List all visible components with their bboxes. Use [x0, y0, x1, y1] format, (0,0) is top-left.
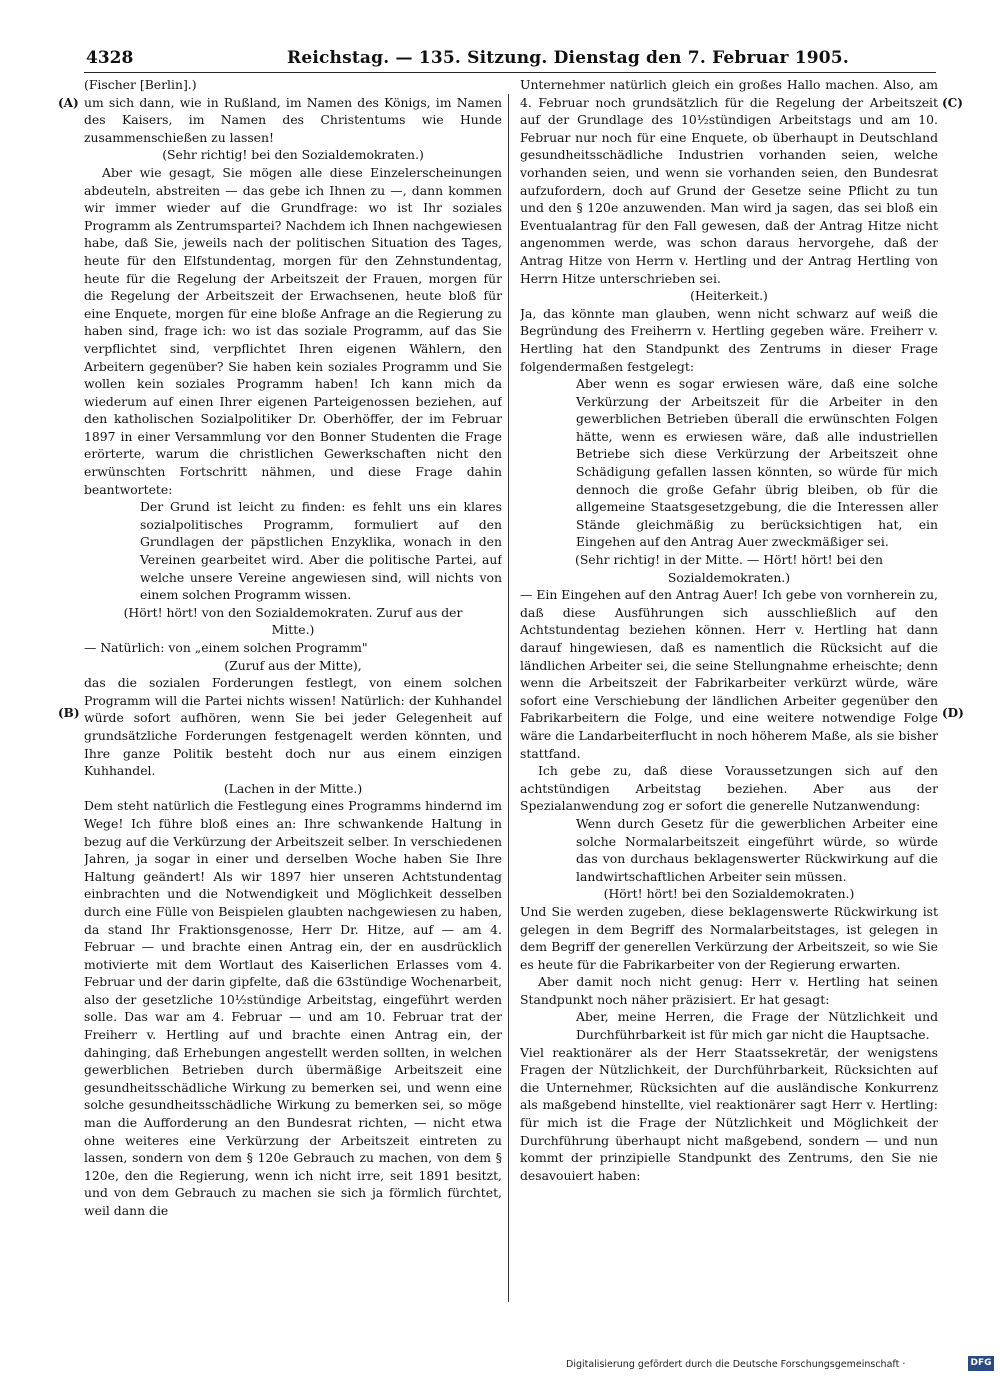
stage-direction: (Hört! hört! bei den Sozialdemokraten.): [603, 886, 855, 902]
stage-direction: (Sehr richtig! bei den Sozialdemokraten.): [162, 147, 424, 163]
quotation-block: Der Grund ist leicht zu finden: es fehlt uns ein klares sozialpolitisches Programm, formuliert auf den Grundlagen der päpstlichen Enzyklika, wonach in den Vereinen gearbeitet wird. Aber die politische Partei, auf welche unsere Vereine angewiesen sind, will nichts von einem solchen Programm wissen.: [140, 499, 502, 603]
column-rule: [508, 94, 509, 1302]
text-paragraph: Ja, das könnte man glauben, wenn nicht schwarz auf weiß die Begründung des Freiherrn v. Hertling gegeben wäre. Freiherr v. Hertling hat den Standpunkt des Zentrums in dieser Frage folgendermaßen festgelegt:: [520, 305, 938, 374]
text-paragraph: — Ein Eingehen auf den Antrag Auer! Ich gebe von vornherein zu, daß diese Ausführungen sich ausschließlich auf den Achtstundentag beziehen können. Herr v. Hertling hat dann darauf hingewiesen, daß es namentlich die Rücksicht auf die ländlichen Arbeiter sei, die seine Stellungnahme erheischte; denn wenn die Arbeitszeit der Fabrikarbeiter verkürzt würde, wäre sofort eine Verschiebung der ländlichen Arbeiter gegenüber den Fabrikarbeitern die Folge, und eine weitere notwendige Folge wäre die Landarbeiterflucht in noch höherem Maße, als sie bisher stattfand.: [520, 587, 938, 761]
text-paragraph: Dem steht natürlich die Festlegung eines Programms hindernd im Wege! Ich führe bloß eines an: Ihre schwankende Haltung in bezug auf die Verkürzung der Arbeitszeit selber. In verschiedenen Jahren, ja sogar in einer und derselben Woche haben Sie Ihre Haltung geändert! Als wir 1897 hier unseren Achtstundentag einbrachten und die Notwendigkeit und Möglichkeit desselben durch eine Fülle von Beispielen glaubten nachgewiesen zu haben, da stand Ihr Fraktionsgenosse, Herr Dr. Hitze, auf — am 4. Februar — und brachte einen Antrag ein, der en ausdrücklich motivierte mit dem Wortlaut des Kaiserlichen Erlasses vom 4. Februar und der darin gipfelte, daß die 63stündige Wochenarbeit, also der gesetzliche 10½stündige Arbeitstag, eingeführt werden solle. Das war am 4. Februar — und am 10. Februar trat der Freiherr v. Hertling auf und brachte einen Antrag ein, der dahinging, daß Erhebungen angestellt werden sollten, in welchen gewerblichen Betrieben durch übermäßige Arbeitszeit eine gesundheitsschädliche Wirkung zu bemerken sei, und wenn eine solche gesundheitsschädliche Wirkung zu bemerken sei, so möge man die Aufforderung an den Bundesrat richten, — nicht etwa ohne weiteres eine Verkürzung der Arbeitszeit eintreten zu lassen, sondern von dem § 120e Gebrauch zu machen, von dem § 120e, den die Regierung, wenn ich nicht irre, seit 1891 besitzt, und von dem Gebrauch zu machen sie sich ja förmlich fürchtet, weil dann die: [84, 798, 502, 1218]
stage-direction: (Lachen in der Mitte.): [223, 780, 363, 796]
stage-direction: (Zuruf aus der Mitte),: [224, 657, 362, 673]
text-paragraph: Aber wie gesagt, Sie mögen alle diese Einzelerscheinungen abdeuteln, abstreiten — das gebe ich Ihnen zu —, dann kommen wir immer wieder auf die Grundfrage: wo ist Ihr soziales Programm als Zentrumspartei? Nachdem ich Ihnen nachgewiesen habe, daß Sie, jeweils nach der politischen Situation des Tages, heute für den Elfstundentag, morgen für den Zehnstundentag, heute für die Regelung der Arbeitszeit der Frauen, morgen für die Regelung der Arbeitszeit der Erwachsenen, heute bloß für eine Enquete, morgen für eine bloße Anfrage an die Regierung zu haben sind, frage ich: wo ist das soziale Programm, auf das Sie verpflichtet sind, verpflichtet Ihren eigenen Wählern, den Arbeitern gegenüber? Sie haben kein soziales Programm und Sie wollen kein soziales Programm haben! Ich kann mich da wiederum auf einen Ihrer eigenen Parteigenossen beziehen, auf den katholischen Sozialpolitiker Dr. Oberhöffer, der im Februar 1897 in einer Versammlung vor den Bonner Studenten die Frage erörterte, warum die christlichen Gewerkschaften nicht den erwünschten Fortschritt nähmen, und diese Frage dahin beantwortete:: [84, 164, 502, 497]
text-paragraph: das die sozialen Forderungen festlegt, von einem solchen Programm will die Partei nichts wissen! Natürlich: der Kuhhandel würde sofort aufhören, wenn Sie bei jeder Gelegenheit auf grundsätzliche Forderungen festgenagelt werden könnten, und Ihre ganze Politik besteht doch nur aus einem einzigen Kuhhandel.: [84, 675, 502, 779]
left-column: [84, 76, 502, 1220]
footer-credit: Digitalisierung gefördert durch die Deutsche Forschungsgemeinschaft ·: [566, 1359, 906, 1370]
page-number: 4328: [86, 48, 134, 68]
stage-direction: (Sehr richtig! in der Mitte. — Hört! hört! bei den Sozialdemokraten.): [574, 552, 883, 585]
marker-c: (C): [942, 96, 963, 110]
quotation-block: Aber, meine Herren, die Frage der Nützlichkeit und Durchführbarkeit ist für mich gar nicht die Hauptsache.: [576, 1009, 938, 1043]
quotation-block: Aber wenn es sogar erwiesen wäre, daß eine solche Verkürzung der Arbeitszeit für die Arbeiter in den gewerblichen Betrieben überall die erwünschten Folgen hätte, wenn es erwiesen wäre, daß alle industriellen Betriebe sich diese Verkürzung der Arbeitszeit ohne Schädigung gefallen lassen könnten, so würde für mich dennoch die große Gefahr übrig bleiben, ob für die allgemeine Staatsgesetzgebung, die die Interessen aller Stände gleichmäßig zu berücksichtigen hat, ein Eingehen auf den Antrag Auer zweckmäßiger sei.: [576, 376, 938, 550]
quotation-block: Wenn durch Gesetz für die gewerblichen Arbeiter eine solche Normalarbeitszeit eingeführt würde, so würde das von durchaus beklagenswerter Rückwirkung auf die landwirtschaftlichen Arbeiter sein müssen.: [576, 815, 938, 884]
text-paragraph: Und Sie werden zugeben, diese beklagenswerte Rückwirkung ist gelegen in dem Begriff des Normalarbeitstages, ist gelegen in dem Begriff der generellen Verkürzung der Arbeitszeit, so wie Sie es heute für die Fabrikarbeiter von der Regierung erwarten.: [520, 903, 938, 972]
text-paragraph: Aber damit noch nicht genug: Herr v. Hertling hat seinen Standpunkt noch näher präzisiert. Er hat gesagt:: [520, 974, 938, 1007]
dfg-logo: DFG: [968, 1356, 994, 1371]
header-rule: [84, 72, 936, 73]
text-paragraph: um sich dann, wie in Rußland, im Namen des Königs, im Namen des Kaisers, im Namen des Christentums wie Hunde zusammenschießen zu lassen!: [84, 94, 502, 145]
stage-direction: (Heiterkeit.): [690, 288, 768, 304]
text-paragraph: Viel reaktionärer als der Herr Staatssekretär, der wenigstens Fragen der Nützlichkeit, der Durchführbarkeit, Rücksichten auf die Unternehmer, Rücksichten auf die ausländische Konkurrenz als maßgebend hinstellte, viel reaktionärer sagt Herr v. Hertling: für mich ist die Frage der Nützlichkeit und Möglichkeit der Durchführung überhaupt nicht maßgebend, sondern — und nun kommt der prinzipielle Standpunkt des Zentrums, den Sie nie desavouiert haben:: [520, 1044, 938, 1183]
page-header-title: Reichstag. — 135. Sitzung. Dienstag den 7. Februar 1905.: [287, 48, 849, 68]
text-paragraph: — Natürlich: von „einem solchen Programm": [84, 640, 368, 655]
text-paragraph: Ich gebe zu, daß diese Voraussetzungen sich auf den achtstündigen Arbeitstag beziehen. Aber aus der Spezialanwendung zog er sofort die generelle Nutzanwendung:: [520, 763, 938, 814]
marker-d: (D): [942, 706, 964, 720]
marker-b: (B): [58, 706, 80, 720]
text-paragraph: (Fischer [Berlin].): [84, 77, 197, 92]
stage-direction: (Hört! hört! von den Sozialdemokraten. Zuruf aus der Mitte.): [123, 604, 463, 638]
marker-a: (A): [58, 96, 79, 110]
right-column: [520, 76, 938, 1184]
text-paragraph: Unternehmer natürlich gleich ein großes Hallo machen. Also, am 4. Februar noch grundsätzlich für die Regelung der Arbeitszeit auf der Grundlage des 10½stündigen Arbeitstags und am 10. Februar nur noch für eine Enquete, ob überhaupt in Deutschland gesundheitsschädliche Industrien vorhanden seien, welche vorhanden seien, und wenn sie vorhanden seien, den Bundesrat aufzufordern, doch auf Grund der Gesetze seine Pflicht zu tun und den § 120e anzuwenden. Man wird ja sagen, das sei bloß ein Eventualantrag für den Fall gewesen, daß der Antrag Hitze nicht angenommen werde, was schon daraus hervorgehe, daß der Antrag Hitze von Herrn v. Hertling und der Antrag Hertling von Herrn Hitze unterschrieben sei.: [520, 77, 938, 286]
